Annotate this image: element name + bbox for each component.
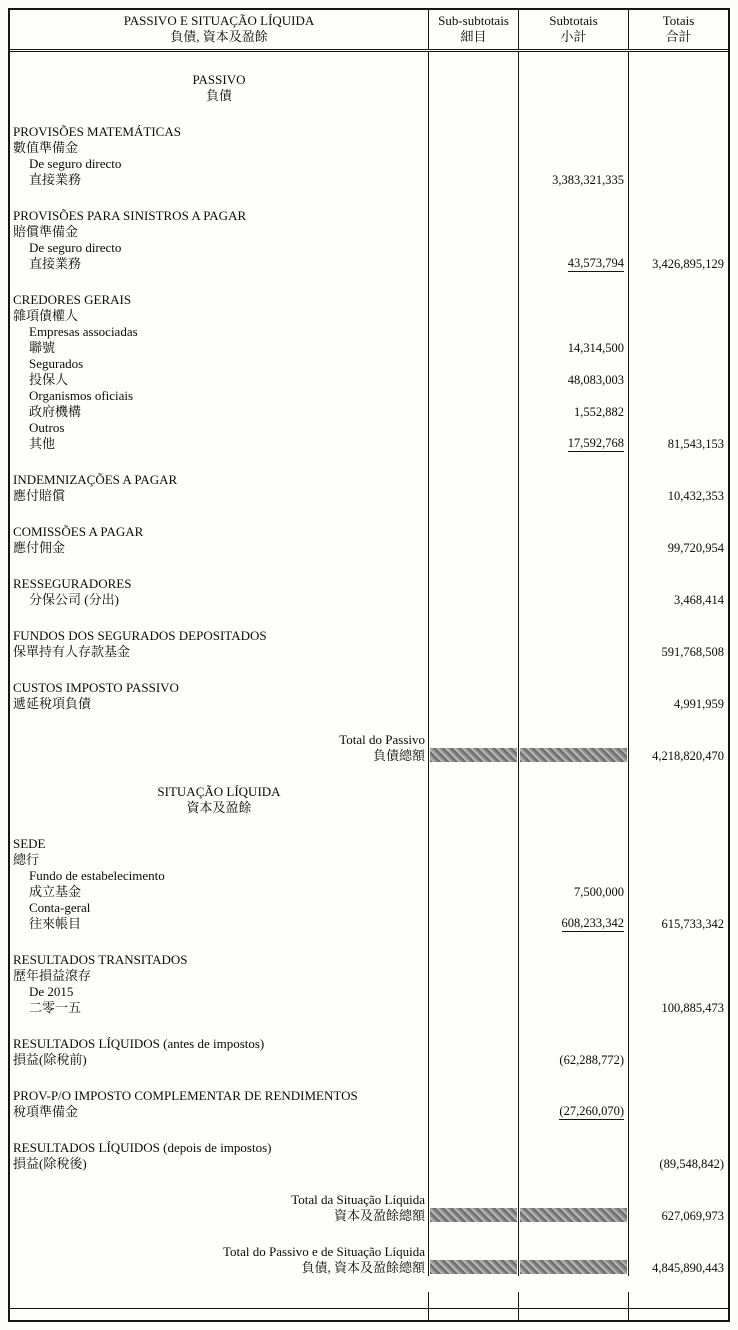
cell-totals — [628, 504, 728, 556]
cell-description — [10, 932, 428, 984]
subtotal-value: 3,383,321,335 — [552, 173, 624, 187]
table-row — [10, 1068, 728, 1120]
cell-subtotals — [518, 104, 628, 156]
label-zh: 資本及盈餘總額 — [333, 1208, 425, 1223]
cell-totals — [628, 932, 728, 984]
cell-description — [10, 556, 428, 608]
label-zh: 歷年損益滾存 — [13, 968, 92, 983]
header-label-pt: Sub-subtotais — [438, 13, 509, 28]
cell-description — [10, 816, 428, 868]
cell-sub-subtotals — [428, 660, 518, 712]
cell-description — [10, 356, 428, 388]
cell-subtotals — [518, 272, 628, 324]
cell-sub-subtotals — [428, 104, 518, 156]
cell-totals — [628, 1308, 728, 1320]
cell-totals — [628, 156, 728, 188]
header-cell-subtotals — [518, 10, 628, 49]
cell-sub-subtotals — [428, 868, 518, 900]
cell-totals — [628, 240, 728, 272]
cell-sub-subtotals — [428, 932, 518, 984]
total-value: 100,885,473 — [661, 1001, 724, 1015]
cell-sub-subtotals — [428, 1292, 518, 1308]
cell-sub-subtotals — [428, 816, 518, 868]
table-header-row — [10, 10, 728, 52]
table-row — [10, 324, 728, 356]
cell-description — [10, 52, 428, 104]
cell-sub-subtotals — [428, 1224, 518, 1276]
cell-sub-subtotals — [428, 324, 518, 356]
cell-subtotals — [518, 1068, 628, 1120]
cell-subtotals — [518, 816, 628, 868]
table-row — [10, 660, 728, 712]
label-zh: 賠償準備金 — [13, 224, 79, 239]
cell-description — [10, 1172, 428, 1224]
table-row — [10, 984, 728, 1016]
cell-subtotals — [518, 52, 628, 104]
table-row — [10, 900, 728, 932]
cell-sub-subtotals — [428, 556, 518, 608]
label-zh: 損益(除稅後) — [13, 1156, 87, 1171]
subtotal-value: 1,552,882 — [574, 405, 624, 419]
label-zh: 資本及盈餘 — [186, 800, 252, 815]
cell-subtotals — [518, 712, 628, 764]
table-row — [10, 816, 728, 868]
table-row — [10, 272, 728, 324]
total-value: (89,548,842) — [659, 1157, 724, 1171]
subtotal-value: 14,314,500 — [567, 341, 624, 355]
label-zh: 總行 — [13, 852, 40, 867]
table-row — [10, 608, 728, 660]
table-row — [10, 868, 728, 900]
total-value: 10,432,353 — [667, 489, 724, 503]
table-row — [10, 1016, 728, 1068]
hatch-fill-bar — [430, 1260, 517, 1274]
label-zh: 應付佣金 — [13, 540, 66, 555]
header-label-pt: Subtotais — [549, 13, 598, 28]
cell-description — [10, 1120, 428, 1172]
label-zh: 保單持有人存款基金 — [13, 644, 131, 659]
cell-subtotals — [518, 556, 628, 608]
label-pt: Total do Passivo — [339, 732, 425, 747]
cell-description — [10, 868, 428, 900]
cell-subtotals — [518, 1016, 628, 1068]
cell-subtotals — [518, 504, 628, 556]
label-pt: INDEMNIZAÇÕES A PAGAR — [13, 472, 178, 487]
hatch-fill-bar — [430, 748, 517, 762]
cell-totals — [628, 1292, 728, 1308]
cell-sub-subtotals — [428, 1120, 518, 1172]
cell-subtotals — [518, 1224, 628, 1276]
cell-subtotals — [518, 156, 628, 188]
label-zh: 稅項準備金 — [13, 1104, 79, 1119]
label-zh: 往來帳目 — [29, 916, 82, 931]
label-zh: 政府機構 — [29, 404, 82, 419]
cell-subtotals — [518, 1172, 628, 1224]
cell-sub-subtotals — [428, 272, 518, 324]
table-row — [10, 388, 728, 420]
label-zh: 成立基金 — [29, 884, 82, 899]
cell-totals — [628, 324, 728, 356]
cell-subtotals — [518, 660, 628, 712]
label-pt: De 2015 — [29, 984, 74, 999]
header-cell-description — [10, 10, 428, 49]
cell-sub-subtotals — [428, 388, 518, 420]
cell-totals — [628, 1172, 728, 1224]
cell-totals — [628, 188, 728, 240]
cell-subtotals — [518, 388, 628, 420]
cell-subtotals — [518, 1120, 628, 1172]
empty-bottom-space — [10, 1292, 728, 1308]
header-cell-sub-subtotals — [428, 10, 518, 49]
label-pt: De seguro directo — [29, 240, 122, 255]
subtotal-value: 43,573,794 — [567, 256, 624, 270]
label-pt: De seguro directo — [29, 156, 122, 171]
total-value: 4,991,959 — [674, 697, 724, 711]
cell-sub-subtotals — [428, 608, 518, 660]
table-row — [10, 712, 728, 764]
label-pt: Fundo de estabelecimento — [29, 868, 165, 883]
cell-totals — [628, 272, 728, 324]
label-zh: 負債, 資本及盈餘總額 — [301, 1260, 425, 1275]
total-value: 81,543,153 — [667, 437, 724, 451]
label-pt: PROVISÕES PARA SINISTROS A PAGAR — [13, 208, 247, 223]
label-pt: Total da Situação Líquida — [291, 1192, 425, 1207]
label-pt: CREDORES GERAIS — [13, 292, 132, 307]
table-row — [10, 188, 728, 240]
cell-sub-subtotals — [428, 984, 518, 1016]
cell-description — [10, 188, 428, 240]
table-row — [10, 1224, 728, 1276]
hatch-fill-bar — [520, 748, 627, 762]
label-zh: 分保公司 (分出) — [29, 592, 119, 607]
cell-description — [10, 156, 428, 188]
header-cell-totals — [628, 10, 728, 49]
hatch-fill-bar — [430, 1208, 517, 1222]
cell-subtotals — [518, 1308, 628, 1320]
cell-subtotals — [518, 420, 628, 452]
cell-description — [10, 1224, 428, 1276]
cell-subtotals — [518, 984, 628, 1016]
label-pt: PASSIVO — [192, 72, 246, 87]
label-zh: 投保人 — [29, 372, 69, 387]
total-value: 3,426,895,129 — [652, 257, 724, 271]
table-row — [10, 556, 728, 608]
cell-sub-subtotals — [428, 240, 518, 272]
label-pt: PROVISÕES MATEMÁTICAS — [13, 124, 181, 139]
cell-totals — [628, 420, 728, 452]
hatch-fill-bar — [520, 1208, 627, 1222]
subtotal-value: (62,288,772) — [559, 1053, 624, 1067]
subtotal-value: 17,592,768 — [567, 436, 624, 450]
table-footer-strip — [10, 1308, 728, 1320]
cell-sub-subtotals — [428, 712, 518, 764]
cell-subtotals — [518, 900, 628, 932]
label-pt: RESULTADOS LÍQUIDOS (depois de impostos) — [13, 1140, 272, 1155]
label-zh: 損益(除稅前) — [13, 1052, 87, 1067]
label-pt: SITUAÇÃO LÍQUIDA — [157, 784, 281, 799]
label-pt: RESULTADOS TRANSITADOS — [13, 952, 188, 967]
cell-subtotals — [518, 868, 628, 900]
cell-totals — [628, 1068, 728, 1120]
cell-description — [10, 1292, 428, 1308]
cell-description — [10, 104, 428, 156]
header-label-pt: PASSIVO E SITUAÇÃO LÍQUIDA — [123, 13, 315, 28]
hatch-fill-bar — [520, 1260, 627, 1274]
cell-totals — [628, 608, 728, 660]
cell-description — [10, 324, 428, 356]
label-zh: 負債總額 — [372, 748, 425, 763]
label-pt: FUNDOS DOS SEGURADOS DEPOSITADOS — [13, 628, 267, 643]
cell-description — [10, 240, 428, 272]
cell-description — [10, 900, 428, 932]
header-label-zh: 細目 — [460, 29, 487, 44]
total-value: 4,218,820,470 — [652, 749, 724, 763]
cell-subtotals — [518, 324, 628, 356]
subtotal-value: 608,233,342 — [561, 916, 624, 930]
label-zh: 二零一五 — [29, 1000, 82, 1015]
cell-description — [10, 420, 428, 452]
label-pt: Outros — [29, 420, 65, 435]
subtotal-value: (27,260,070) — [559, 1104, 624, 1118]
table-row — [10, 104, 728, 156]
label-zh: 其他 — [29, 436, 56, 451]
cell-totals — [628, 1120, 728, 1172]
cell-totals — [628, 764, 728, 816]
cell-description — [10, 608, 428, 660]
cell-totals — [628, 984, 728, 1016]
cell-totals — [628, 868, 728, 900]
label-pt: Organismos oficiais — [29, 388, 134, 403]
label-pt: CUSTOS IMPOSTO PASSIVO — [13, 680, 179, 695]
cell-totals — [628, 816, 728, 868]
cell-subtotals — [518, 188, 628, 240]
cell-subtotals — [518, 764, 628, 816]
label-pt: RESSEGURADORES — [13, 576, 132, 591]
total-value: 591,768,508 — [661, 645, 724, 659]
label-zh: 應付賠償 — [13, 488, 66, 503]
cell-totals — [628, 660, 728, 712]
cell-sub-subtotals — [428, 452, 518, 504]
cell-totals — [628, 452, 728, 504]
cell-sub-subtotals — [428, 1172, 518, 1224]
cell-description — [10, 272, 428, 324]
cell-description — [10, 1308, 428, 1320]
cell-sub-subtotals — [428, 504, 518, 556]
cell-description — [10, 452, 428, 504]
cell-totals — [628, 356, 728, 388]
label-pt: Segurados — [29, 356, 84, 371]
total-value: 627,069,973 — [661, 1209, 724, 1223]
cell-sub-subtotals — [428, 356, 518, 388]
label-zh: 雜項債權人 — [13, 308, 79, 323]
label-zh: 聯號 — [29, 340, 56, 355]
subtotal-value: 48,083,003 — [567, 373, 624, 387]
cell-totals — [628, 712, 728, 764]
table-row — [10, 932, 728, 984]
table-row — [10, 420, 728, 452]
cell-description — [10, 764, 428, 816]
cell-sub-subtotals — [428, 1308, 518, 1320]
cell-subtotals — [518, 1292, 628, 1308]
table-row — [10, 452, 728, 504]
label-zh: 直接業務 — [29, 172, 82, 187]
label-pt: Conta-geral — [29, 900, 91, 915]
total-value: 99,720,954 — [667, 541, 724, 555]
header-label-zh: 合計 — [665, 29, 692, 44]
table-row — [10, 356, 728, 388]
cell-subtotals — [518, 608, 628, 660]
total-value: 615,733,342 — [661, 917, 724, 931]
label-pt: Total do Passivo e de Situação Líquida — [223, 1244, 425, 1259]
cell-sub-subtotals — [428, 900, 518, 932]
cell-totals — [628, 388, 728, 420]
label-pt: SEDE — [13, 836, 46, 851]
table-row — [10, 1120, 728, 1172]
cell-totals — [628, 556, 728, 608]
cell-subtotals — [518, 356, 628, 388]
cell-totals — [628, 1224, 728, 1276]
cell-description — [10, 388, 428, 420]
table-row — [10, 504, 728, 556]
cell-subtotals — [518, 452, 628, 504]
total-value: 4,845,890,443 — [652, 1261, 724, 1275]
label-pt: RESULTADOS LÍQUIDOS (antes de impostos) — [13, 1036, 265, 1051]
table-row — [10, 1172, 728, 1224]
label-pt: COMISSÕES A PAGAR — [13, 524, 144, 539]
cell-subtotals — [518, 240, 628, 272]
cell-description — [10, 1068, 428, 1120]
cell-sub-subtotals — [428, 188, 518, 240]
table-row — [10, 764, 728, 816]
table-row — [10, 240, 728, 272]
cell-sub-subtotals — [428, 420, 518, 452]
cell-sub-subtotals — [428, 764, 518, 816]
header-label-zh: 小計 — [560, 29, 587, 44]
table-row — [10, 52, 728, 104]
cell-sub-subtotals — [428, 1068, 518, 1120]
cell-totals — [628, 104, 728, 156]
label-zh: 遞延稅項負債 — [13, 696, 92, 711]
table-row — [10, 156, 728, 188]
header-label-zh: 負債, 資本及盈餘 — [170, 29, 268, 44]
cell-description — [10, 1016, 428, 1068]
cell-description — [10, 660, 428, 712]
liabilities-equity-table — [8, 8, 730, 1322]
cell-sub-subtotals — [428, 156, 518, 188]
label-pt: PROV-P/O IMPOSTO COMPLEMENTAR DE RENDIMENTOS — [13, 1088, 358, 1103]
subtotal-value: 7,500,000 — [574, 885, 624, 899]
cell-description — [10, 984, 428, 1016]
cell-sub-subtotals — [428, 1016, 518, 1068]
label-pt: Empresas associadas — [29, 324, 138, 339]
cell-sub-subtotals — [428, 52, 518, 104]
cell-subtotals — [518, 932, 628, 984]
label-zh: 直接業務 — [29, 256, 82, 271]
cell-totals — [628, 900, 728, 932]
table-body — [10, 52, 728, 1292]
cell-totals — [628, 1016, 728, 1068]
label-zh: 數值準備金 — [13, 140, 79, 155]
cell-description — [10, 504, 428, 556]
header-label-pt: Totais — [662, 13, 695, 28]
cell-description — [10, 712, 428, 764]
cell-totals — [628, 52, 728, 104]
label-zh: 負債 — [205, 88, 232, 103]
total-value: 3,468,414 — [674, 593, 724, 607]
